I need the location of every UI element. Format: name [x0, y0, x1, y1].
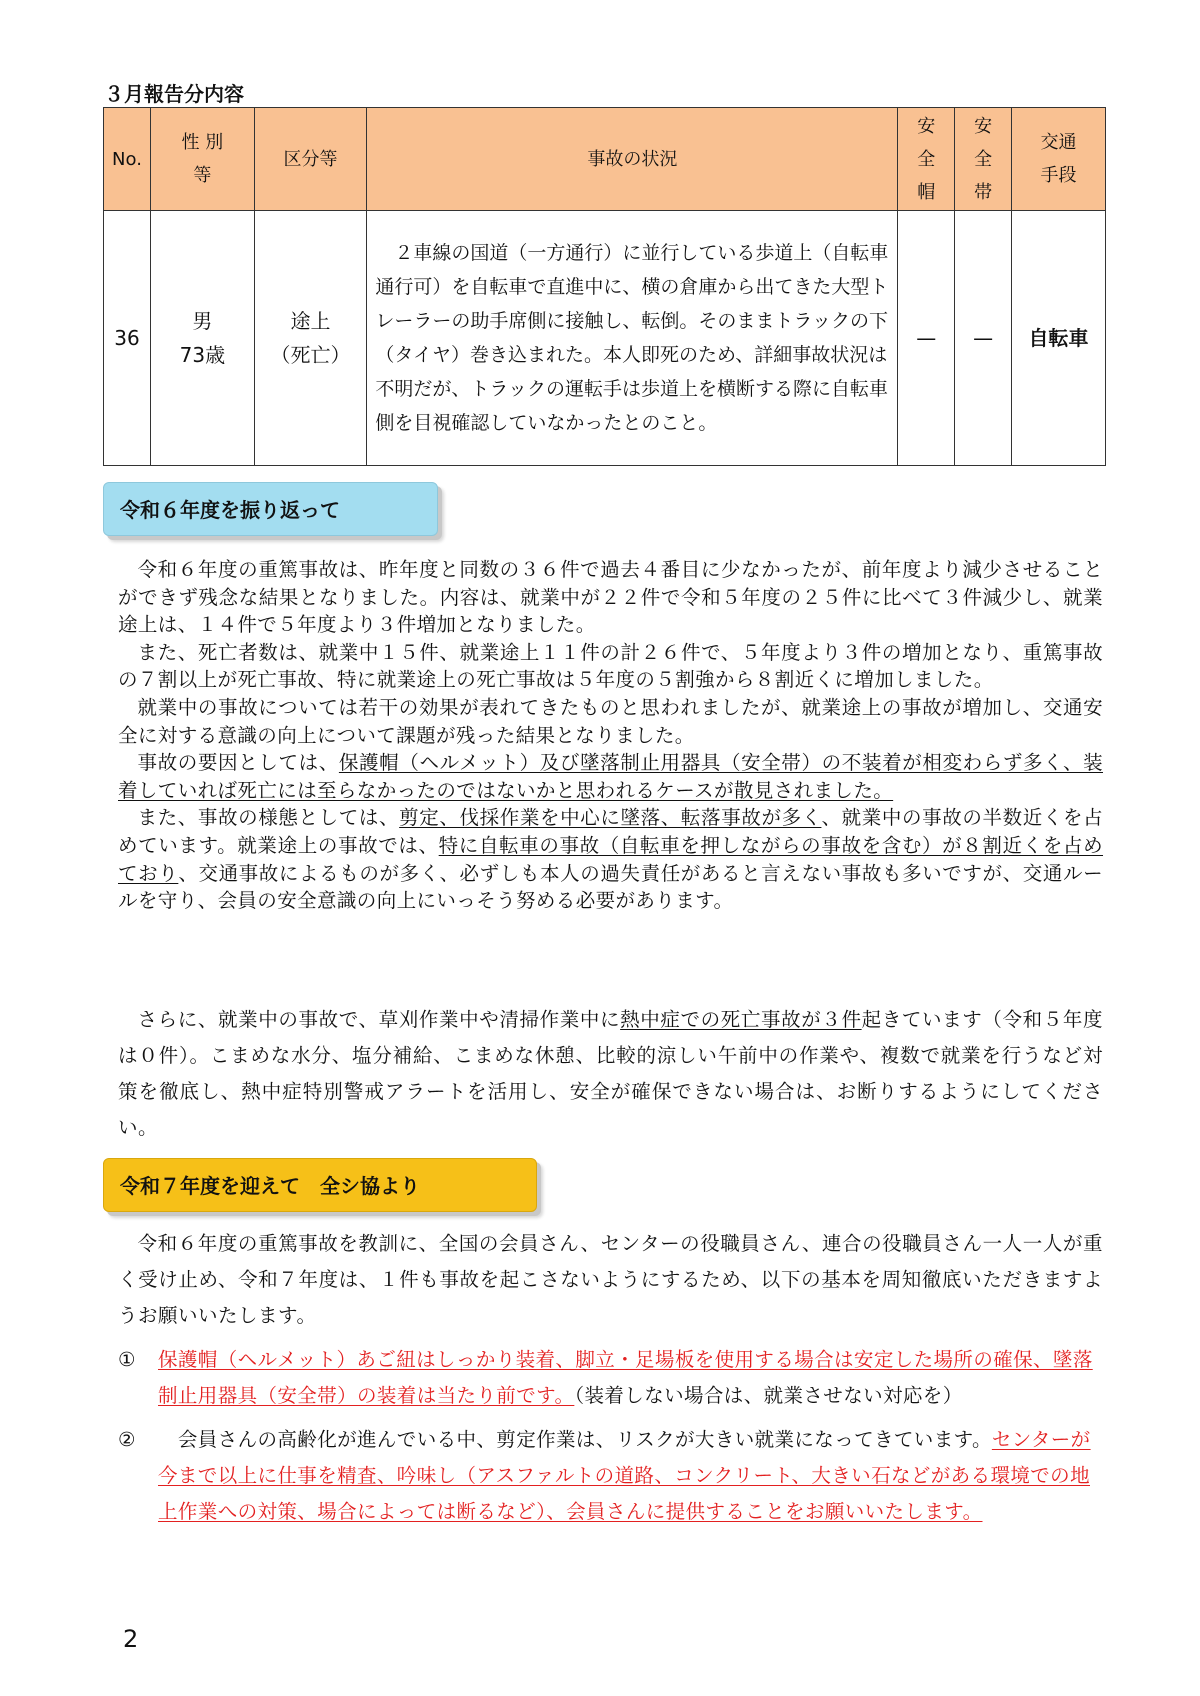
header-transport: 交通 手段 — [1012, 108, 1106, 211]
report-section-label: ３月報告分内容 — [104, 82, 244, 106]
item-number: ② — [118, 1428, 136, 1451]
review-body-heatstroke — [118, 1002, 1103, 1146]
review-paragraph-4: 事故の要因としては、保護帽（ヘルメット）及び墜落制止用器具（安全帯）の不装着が相変わらず多く、装着していれば死亡には至らなかったのではないかと思われるケースが散見されました。 — [118, 751, 1103, 802]
item-number: ① — [118, 1348, 136, 1371]
header-safety-belt: 安 全 帯 — [955, 108, 1012, 211]
fy7-intro — [118, 1226, 1103, 1334]
cell-category: 途上 （死亡） — [254, 211, 367, 466]
list-item: ② 会員さんの高齢化が進んでいる中、剪定作業は、リスクが大きい就業になってきています。センターが今まで以上に仕事を精査、吟味し（アスファルトの道路、コンクリート、大きい石などがある環境での地上作業への対策、場合によっては断るなど）、会員さんに提供することをお願いいたします。 — [118, 1422, 1103, 1530]
red-underlined-text: センターが今まで以上に仕事を精査、吟味し（アスファルトの道路、コンクリート、大きい石などがある環境での地上作業への対策、場合によっては断るなど）、会員さんに提供することをお願いいたします。 — [158, 1428, 1091, 1523]
underlined-text: 特に自転車の事故（自転車を押しながらの事故を含む）が８割近くを占めており — [118, 833, 1104, 885]
review-paragraph-5: また、事故の様態としては、剪定、伐採作業を中心に墜落、転落事故が多く、就業中の事故の半数近くを占めています。就業途上の事故では、特に自転車の事故（自転車を押しながらの事故を含む）が８割近くを占めており、交通事故によるものが多く、必ずしも本人の過失責任があると言えない事故も多いですが、交通ルールを守り、会員の安全意識の向上にいっそう努める必要があります。 — [118, 806, 1104, 913]
table-row — [104, 211, 1106, 466]
page-number: 2 — [123, 1625, 139, 1653]
underlined-text: 熱中症での死亡事故が３件 — [620, 1008, 862, 1031]
cell-sex: 男 73歳 — [150, 211, 254, 466]
review-paragraph-3: 就業中の事故については若干の効果が表れてきたものと思われましたが、就業途上の事故が増加し、交通安全に対する意識の向上について課題が残った結果となりました。 — [118, 695, 1103, 747]
underlined-text: 剪定、伐採作業を中心に墜落、転落事故が多く — [399, 806, 822, 830]
header-helmet: 安 全 帽 — [898, 108, 955, 211]
cell-no: 36 — [104, 211, 151, 466]
review-paragraph-1: 令和６年度の重篤事故は、昨年度と同数の３６件で過去４番目に少なかったが、前年度より減少させることができず残念な結果となりました。内容は、就業中が２２件で令和５年度の２５件に比べて３件減少し、就業途上は、１４件で５年度より３件増加となりました。 — [118, 558, 1103, 637]
red-underlined-text: 保護帽（ヘルメット）あご紐はしっかり装着、脚立・足場板を使用する場合は安定した場所の確保、墜落制止用器具（安全帯）の装着は当たり前です。 — [158, 1348, 1093, 1407]
section-heading-review: 令和６年度を振り返って — [103, 482, 438, 536]
cell-helmet: — — [898, 211, 955, 466]
fy7-intro-paragraph: 令和６年度の重篤事故を教訓に、全国の会員さん、センターの役職員さん、連合の役職員さん一人一人が重く受け止め、令和７年度は、１件も事故を起こさないようにするため、以下の基本を周知徹底いただきますようお願いいたします。 — [118, 1232, 1103, 1327]
underlined-text: 保護帽（ヘルメット）及び墜落制止用器具（安全帯）の不装着が相変わらず多く、装着していれば死亡には至らなかったのではないかと思われるケースが散見されました。 — [118, 751, 1103, 802]
header-situation: 事故の状況 — [367, 108, 898, 211]
accident-report-table — [103, 107, 1106, 466]
review-paragraph-6: さらに、就業中の事故で、草刈作業中や清掃作業中に熱中症での死亡事故が３件起きています（令和５年度は０件）。こまめな水分、塩分補給、こまめな休憩、比較的涼しい午前中の作業や、複数で就業を行うなど対策を徹底し、熱中症特別警戒アラートを活用し、安全が確保できない場合は、お断りするようにしてください。 — [118, 1008, 1103, 1139]
header-no: No. — [104, 108, 151, 211]
header-category: 区分等 — [254, 108, 367, 211]
review-body — [118, 556, 1103, 915]
section-heading-fy7: 令和７年度を迎えて 全シ協より — [103, 1158, 537, 1212]
table-header-row — [104, 108, 1106, 211]
cell-transport: 自転車 — [1012, 211, 1106, 466]
header-sex: 性 別 等 — [150, 108, 254, 211]
review-paragraph-2: また、死亡者数は、就業中１５件、就業途上１１件の計２６件で、５年度より３件の増加となり、重篤事故の７割以上が死亡事故、特に就業途上の死亡事故は５年度の５割強から８割近くに増加しました。 — [118, 640, 1103, 692]
list-item: ① 保護帽（ヘルメット）あご紐はしっかり装着、脚立・足場板を使用する場合は安定した場所の確保、墜落制止用器具（安全帯）の装着は当たり前です。（装着しない場合は、就業させない対応を） — [118, 1342, 1103, 1414]
cell-situation: ２車線の国道（一方通行）に並行している歩道上（自転車通行可）を自転車で直進中に、横の倉庫から出てきた大型トレーラーの助手席側に接触し、転倒。そのままトラックの下（タイヤ）巻き込まれた。本人即死のため、詳細事故状況は不明だが、トラックの運転手は歩道上を横断する際に自転車側を目視確認していなかったとのこと。 — [367, 211, 898, 466]
fy7-list — [118, 1342, 1103, 1538]
cell-safety-belt: — — [955, 211, 1012, 466]
